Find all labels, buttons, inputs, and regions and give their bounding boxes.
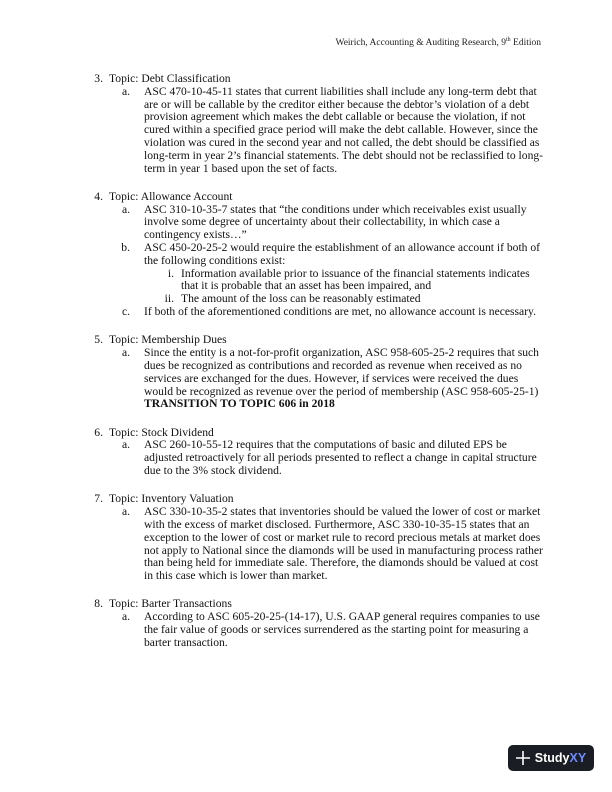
item-letter: a. — [121, 438, 130, 452]
item-letter: a. — [121, 202, 130, 216]
item-body: According to ASC 605-20-25-(14-17), U.S. GAAP general requires companies to use the fair value of goods or services surrendered as the starting point for measuring a barter transaction. — [144, 610, 540, 649]
item-body: ASC 470-10-45-11 states that current liabilities shall include any long-term debt that are or will be callable by the creditor either because the debtor’s violation of a debt provision agreement which makes the debt callable or because the violation, if not cured within a specified grace period will make the debt callable. However, since the violation was cured in the second year and not called, the debt should be classified as long-term in year 2’s financial statements. The debt should not be reclassified to long-term in year 1 based upon the set of facts. — [144, 84, 544, 175]
topic-number: 3. — [94, 72, 103, 85]
item-body: ASC 450-20-25-2 would require the establishment of an allowance account if both of the following conditions exist: — [144, 241, 541, 267]
item-text — [144, 347, 544, 411]
topic-number: 4. — [94, 189, 103, 203]
list-item — [0, 242, 612, 268]
logo-text-main: Study — [534, 751, 570, 765]
studyxy-logo — [508, 745, 594, 771]
topic-number: 5. — [94, 333, 103, 347]
item-text — [144, 86, 544, 176]
item-body: If both of the aforementioned conditions are met, no allowance account is necessary. — [144, 305, 537, 319]
plus-sparkle-icon — [516, 751, 530, 765]
item-emphasis: TRANSITION TO TOPIC 606 in 2018 — [144, 397, 335, 411]
item-body: ASC 260-10-55-12 requires that the computations of basic and diluted EPS be adjusted retroactively for all periods presented to reflect a change in capital structure due to the 3% stock dividend. — [144, 438, 537, 478]
topic-section — [0, 73, 612, 175]
topic-title: Topic: Barter Transactions — [109, 597, 232, 611]
header-superscript: th — [505, 36, 511, 43]
subitem-text: Information available prior to issuance of the financial statements indicates that it is probable that an asset has been impaired, and — [181, 266, 530, 293]
item-letter: a. — [121, 84, 130, 98]
topic-title: Topic: Allowance Account — [109, 189, 233, 203]
item-body: ASC 330-10-35-2 states that inventories should be valued the lower of cost or market with the excess of market disclosed. Furthermore, ASC 330-10-35-15 states that an exception to the lower of cost or market rule to record precious metals at market does not apply to National since the diamonds will be used in manufacturing process rather than being held for immediate sale. Therefore, the diamonds should be valued at cost in this case which is lower than market. — [144, 505, 543, 583]
item-text — [144, 242, 544, 268]
list-item — [0, 506, 612, 583]
topic-section — [0, 334, 612, 411]
list-item — [0, 204, 612, 242]
document-body — [0, 73, 612, 665]
item-letter: a. — [121, 346, 130, 360]
item-letter: b. — [121, 241, 130, 255]
list-item — [0, 611, 612, 649]
logo-text-accent: XY — [569, 751, 587, 765]
topic-number: 7. — [94, 492, 103, 506]
list-item — [0, 306, 612, 319]
item-text — [144, 204, 544, 242]
item-letter: c. — [121, 305, 130, 319]
item-letter: a. — [121, 610, 130, 624]
header-text: Weirich, Accounting & Auditing Research, 9 — [335, 38, 506, 48]
subitem-number: ii. — [164, 292, 174, 306]
subitem-number: i. — [167, 266, 174, 280]
topic-title: Topic: Membership Dues — [109, 333, 227, 347]
topic-number: 6. — [94, 425, 103, 439]
item-body: Since the entity is a not-for-profit organization, ASC 958-605-25-2 requires that such dues be recognized as contributions and recorded as revenue when received as no services are exchanged for the dues. However, if services were received the dues would be recognized as revenue over the period of membership (ASC 958-605-25-1) — [144, 346, 539, 398]
item-body: ASC 310-10-35-7 states that “the conditions under which receivables exist usually involve some degree of uncertainty about their collectability, in which case a contingency exists…” — [144, 202, 527, 242]
topic-title: Topic: Debt Classification — [109, 72, 231, 85]
item-text — [144, 611, 544, 649]
list-item — [0, 86, 612, 176]
item-text — [144, 439, 544, 477]
list-item — [0, 347, 612, 411]
page-header — [336, 38, 542, 48]
sub-list-item — [0, 268, 612, 294]
list-item — [0, 439, 612, 477]
item-text — [144, 306, 544, 319]
topic-section — [0, 493, 612, 583]
item-letter: a. — [121, 505, 130, 519]
topic-section — [0, 427, 612, 478]
subitem-text: The amount of the loss can be reasonably estimated — [181, 292, 421, 306]
item-text — [144, 506, 544, 583]
topic-section — [0, 191, 612, 319]
topic-title: Topic: Inventory Valuation — [109, 492, 234, 506]
header-edition: Edition — [510, 38, 541, 48]
topic-number: 8. — [94, 597, 103, 611]
topic-section — [0, 598, 612, 649]
topic-title: Topic: Stock Dividend — [109, 425, 214, 439]
